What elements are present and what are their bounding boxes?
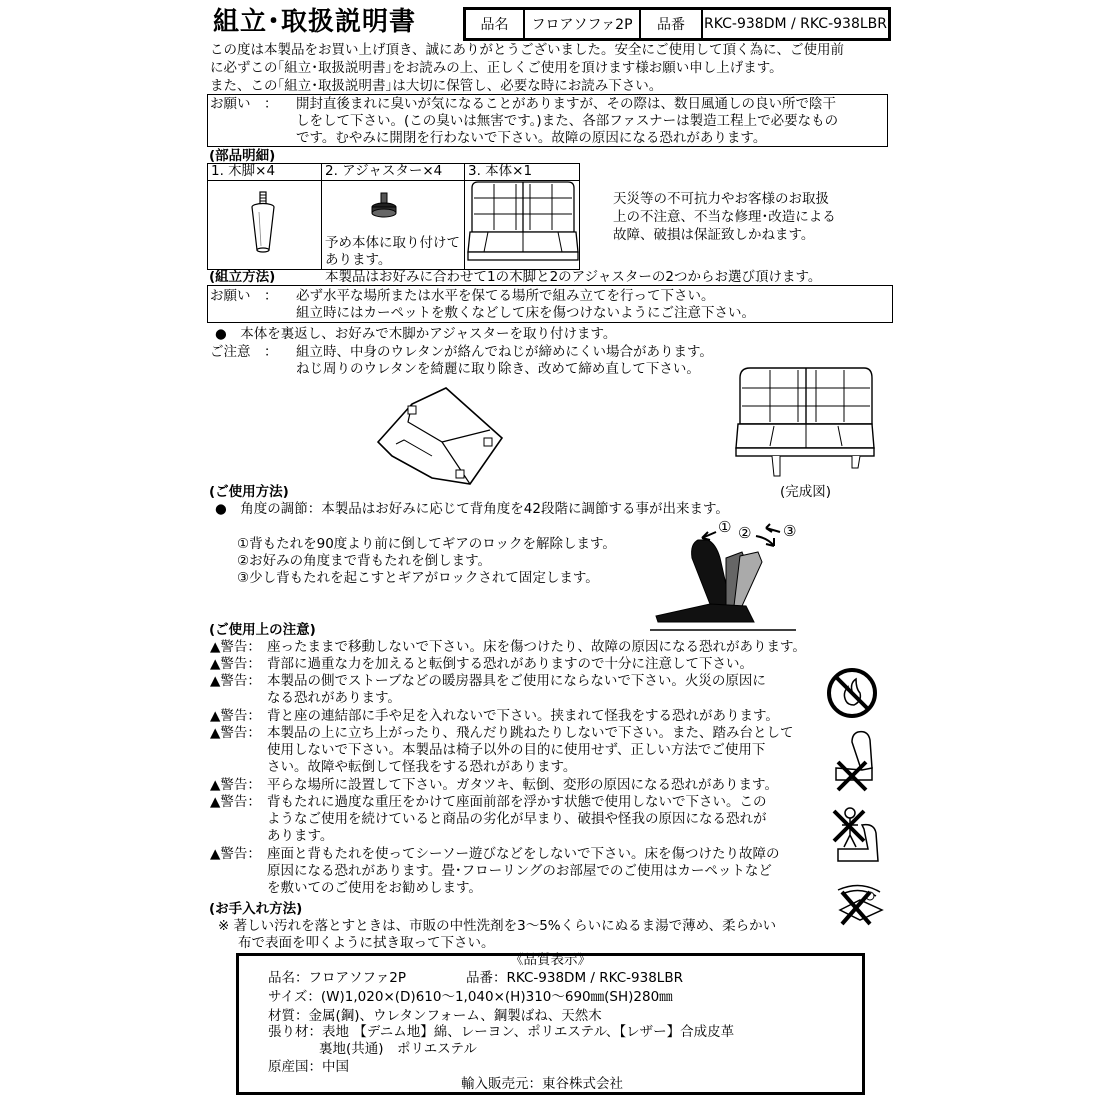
- quality-upholstery-1: 張り材：表地 【デニム地】綿、レーヨン、ポリエステル、【レザー】合成皮革: [268, 1024, 735, 1040]
- completed-sofa-icon: [734, 364, 876, 482]
- caution-label: ▲警告：: [210, 794, 261, 810]
- recline-diagram-icon: [650, 518, 800, 638]
- caution-label: ▲警告：: [210, 777, 261, 793]
- diagram-label-3: ③: [783, 522, 797, 540]
- complete-caption: (完成図): [780, 484, 832, 500]
- wooden-leg-icon: [246, 192, 280, 254]
- caution-text-line: あります。: [267, 828, 334, 844]
- assembly-caution-label: ご注意 ：: [210, 344, 278, 360]
- diagram-label-2: ②: [738, 524, 752, 542]
- caution-text-line: 平らな場所に設置して下さい。ガタツキ、転倒、変形の原因になる恐れがあります。: [267, 777, 778, 793]
- caution-text-line: 座ったままで移動しないで下さい。床を傷つけたり、故障の原因になる恐れがあります。: [267, 639, 806, 655]
- assembly-bullet: ● 本体を裏返し、お好みで木脚かアジャスターを取り付けます。: [215, 326, 617, 342]
- request-label: お願い ：: [210, 96, 278, 112]
- intro-line-2: に必ずこの｢組立･取扱説明書｣をお読みの上、正しくご使用を頂けます様お願い申し上げます。: [210, 60, 783, 76]
- caution-text-line: 座面と背もたれを使ってシーソー遊びなどをしないで下さい。床を傷つけたり故障の: [267, 846, 780, 862]
- caution-text-line: 原因になる恐れがあります。畳･フローリングのお部屋でのご使用はカーペットなど: [267, 863, 772, 879]
- no-hand-in-joint-icon: [828, 728, 878, 798]
- quality-name: 品名：フロアソファ2P: [268, 970, 406, 986]
- caution-label: ▲警告：: [210, 673, 261, 689]
- caution-text-line: 背と座の連結部に手や足を入れないで下さい。挟まれて怪我をする恐れがあります。: [267, 708, 779, 724]
- product-number-value: RKC-938DM / RKC-938LBR: [704, 16, 887, 32]
- assembly-caution-line-2: ねじ周りのウレタンを綺麗に取り除き、改めて締め直して下さい。: [296, 361, 700, 377]
- usage-step-1: ①背もたれを90度より前に倒してギアのロックを解除します。: [237, 536, 616, 552]
- no-standing-icon: [828, 805, 884, 875]
- usage-step-3: ③少し背もたれを起こすとギアがロックされて固定します。: [237, 570, 599, 586]
- request-line-3: です。むやみに開閉を行わないで下さい。故障の原因になる恐れがあります。: [296, 130, 767, 146]
- caution-label: ▲警告：: [210, 639, 261, 655]
- caution-text-line: を敷いてのご使用をお勧めします。: [267, 880, 482, 896]
- care-line-2: 布で表面を叩くように拭き取って下さい。: [238, 935, 495, 951]
- assembly-request-line-2: 組立時にはカーペットを敷くなどして床を傷つけないようにご注意下さい。: [296, 305, 755, 321]
- disclaimer-line-2: 上の不注意、不当な修理･改造による: [613, 209, 836, 225]
- request-line-1: 開封直後まれに臭いが気になることがありますが、その際は、数日風通しの良い所で陰干: [296, 96, 836, 112]
- adjuster-note-line-2: あります。: [325, 252, 392, 268]
- product-name-value: フロアソファ2P: [525, 10, 641, 38]
- care-heading: (お手入れ方法): [209, 901, 303, 917]
- usage-step-2: ②お好みの角度まで背もたれを倒します。: [237, 553, 492, 569]
- quality-seller: 輸入販売元：東谷株式会社: [461, 1076, 623, 1092]
- disclaimer-line-3: 故障、破損は保証致しかねます。: [613, 227, 815, 243]
- intro-line-1: この度は本製品をお買い上げ頂き、誠にありがとうございました。安全にご使用して頂く為に、ご使用前: [210, 42, 844, 58]
- usage-bullet: ● 角度の調節：本製品はお好みに応じて背角度を42段階に調節する事が出来ます。: [215, 501, 729, 517]
- intro-line-3: また、この｢組立･取扱説明書｣は大切に保管し、必要な時にお読み下さい。: [210, 78, 663, 94]
- page-title: 組立･取扱説明書: [213, 7, 417, 37]
- caution-text-line: さい。故障や転倒して怪我をする恐れがあります。: [267, 759, 577, 775]
- assembly-heading: (組立方法): [209, 269, 276, 285]
- disclaimer-line-1: 天災等の不可抗力やお客様のお取扱: [613, 191, 829, 207]
- request-line-2: しをして下さい。(この臭いは無害です。)また、各部ファスナーは製造工程上で必要なもの: [296, 113, 839, 129]
- care-line-1: ※ 著しい汚れを落とすときは、市販の中性洗剤を3～5%くらいにぬるま湯で薄め、柔らかい: [218, 918, 777, 934]
- cautions-heading: (ご使用上の注意): [209, 622, 316, 638]
- quality-size: サイズ：(W)1,020×(D)610～1,040×(H)310～690㎜(SH)280㎜: [268, 989, 673, 1005]
- assembly-caution-line-1: 組立時、中身のウレタンが絡んでねじが締めにくい場合があります。: [296, 344, 713, 360]
- caution-text-line: 本製品の側でストーブなどの暖房器具をご使用にならないで下さい。火災の原因に: [267, 673, 766, 689]
- caution-text-line: 背部に過重な力を加えると転倒する恐れがありますので十分に注意して下さい。: [267, 656, 753, 672]
- caution-text-line: 背もたれに過度な重圧をかけて座面前部を浮かす状態で使用しないで下さい。この: [267, 794, 767, 810]
- parts-heading: (部品明細): [209, 148, 276, 164]
- caution-label: ▲警告：: [210, 708, 261, 724]
- caution-label: ▲警告：: [210, 846, 261, 862]
- assembly-request-line-1: 必ず水平な場所または水平を保てる場所で組み立てを行って下さい。: [296, 288, 715, 304]
- caution-text-line: 本製品の上に立ち上がったり、飛んだり跳ねたりしないで下さい。また、踏み台として: [267, 725, 794, 741]
- adjuster-note-line-1: 予め本体に取り付けて: [325, 235, 460, 251]
- quality-title: 《品質表示》: [510, 952, 591, 968]
- product-number-label: 品番: [641, 10, 703, 38]
- usage-heading: (ご使用方法): [209, 484, 289, 500]
- product-header-table: [463, 7, 891, 41]
- no-seesaw-icon: [830, 880, 886, 930]
- assembly-request-label: お願い ：: [210, 288, 278, 304]
- adjuster-icon: [370, 193, 398, 219]
- upside-down-sofa-icon: [372, 382, 512, 492]
- part-wooden-leg: 1. 木脚×4: [211, 163, 276, 179]
- caution-text-line: 使用しないで下さい。本製品は椅子以外の目的に使用せず、正しい方法でご使用下: [267, 742, 766, 758]
- product-name-label: 品名: [466, 10, 525, 38]
- quality-material: 材質：金属(鋼)、ウレタンフォーム、鋼製ばね、天然木: [268, 1008, 602, 1024]
- caution-text-line: なる恐れがあります。: [267, 690, 401, 706]
- no-heater-icon: [826, 667, 878, 719]
- sofa-body-icon: [468, 180, 578, 268]
- part-adjuster: 2. アジャスター×4: [325, 163, 443, 179]
- diagram-label-1: ①: [718, 518, 732, 536]
- part-body: 3. 本体×1: [468, 163, 533, 179]
- quality-upholstery-2: 裏地(共通) ポリエステル: [319, 1041, 477, 1057]
- caution-label: ▲警告：: [210, 656, 261, 672]
- caution-text-line: ようなご使用を続けていると商品の劣化が早まり、破損や怪我の原因になる恐れが: [267, 811, 767, 827]
- quality-number: 品番：RKC-938DM / RKC-938LBR: [466, 970, 683, 986]
- caution-label: ▲警告：: [210, 725, 261, 741]
- quality-origin: 原産国：中国: [268, 1059, 349, 1075]
- assembly-intro: 本製品はお好みに合わせて1の木脚と2のアジャスターの2つからお選び頂けます。: [325, 269, 822, 285]
